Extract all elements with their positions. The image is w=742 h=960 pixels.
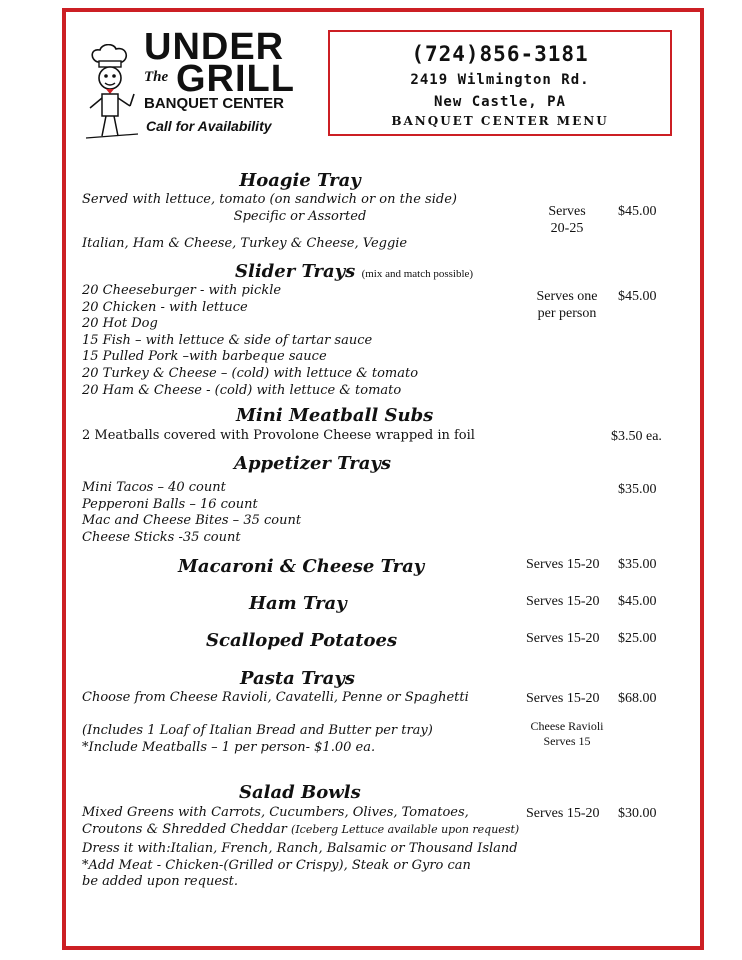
salad-title: Salad Bowls bbox=[239, 782, 361, 803]
pasta-title: Pasta Trays bbox=[240, 668, 355, 689]
pasta-line: *Include Meatballs – 1 per person- $1.00 ea. bbox=[82, 740, 376, 755]
logo-grill-text: GRILL bbox=[176, 58, 295, 100]
hoagie-title: Hoagie Tray bbox=[239, 170, 361, 191]
slider-line: 15 Pulled Pork –with barbeque sauce bbox=[82, 349, 327, 365]
meatball-price: $3.50 ea. bbox=[611, 429, 662, 444]
salad-line bbox=[82, 822, 519, 839]
appetizer-line: Mini Tacos – 40 count bbox=[82, 480, 226, 495]
pasta-price: $68.00 bbox=[618, 691, 657, 706]
pasta-ravioli-note bbox=[524, 719, 610, 748]
slider-line: 20 Cheeseburger - with pickle bbox=[82, 283, 282, 298]
chef-mascot-icon bbox=[84, 44, 140, 144]
logo bbox=[84, 26, 320, 140]
slider-serves-line: per person bbox=[537, 306, 597, 321]
hoagie-line: Italian, Ham & Cheese, Turkey & Cheese, Veggie bbox=[82, 236, 408, 251]
scalloped-serves: Serves 15-20 bbox=[526, 631, 600, 646]
appetizer-line: Pepperoni Balls – 16 count bbox=[82, 496, 258, 512]
appetizer-price: $35.00 bbox=[618, 482, 657, 497]
slider-note: (mix and match possible) bbox=[361, 268, 474, 280]
salad-price: $30.00 bbox=[618, 806, 657, 821]
appetizer-line: Mac and Cheese Bites – 35 count bbox=[82, 513, 302, 529]
hoagie-serves-line: Serves bbox=[548, 204, 586, 219]
slider-line: 15 Fish – with lettuce & side of tartar sauce bbox=[82, 332, 373, 348]
phone-number: (724)856-3181 bbox=[411, 42, 589, 66]
slider-serves-line: Serves one bbox=[536, 289, 598, 304]
pasta-serves: Serves 15-20 bbox=[526, 691, 600, 706]
salad-line: *Add Meat - Chicken-(Grilled or Crispy), Steak or Gyro can bbox=[82, 857, 471, 873]
salad-serves: Serves 15-20 bbox=[526, 806, 600, 821]
hoagie-line: Served with lettuce, tomato (on sandwich or on the side) bbox=[82, 192, 457, 207]
pasta-line: (Includes 1 Loaf of Italian Bread and Butter per tray) bbox=[82, 723, 433, 738]
salad-line: Dress it with:Italian, French, Ranch, Balsamic or Thousand Island bbox=[82, 841, 518, 856]
scalloped-price: $25.00 bbox=[618, 631, 657, 646]
hoagie-serves-line: 20-25 bbox=[550, 221, 584, 236]
city-state: New Castle, PA bbox=[433, 94, 566, 110]
slider-line: 20 Hot Dog bbox=[82, 316, 158, 332]
logo-call-text: Call for Availability bbox=[146, 118, 272, 134]
meatball-line: 2 Meatballs covered with Provolone Cheese wrapped in foil bbox=[82, 428, 475, 443]
menu-title: BANQUET CENTER MENU bbox=[391, 114, 609, 128]
slider-serves bbox=[527, 288, 607, 322]
meatball-title: Mini Meatball Subs bbox=[236, 405, 434, 426]
salad-line: Mixed Greens with Carrots, Cucumbers, Olives, Tomatoes, bbox=[82, 805, 469, 820]
slider-title-text: Slider Trays bbox=[235, 261, 356, 282]
ham-title: Ham Tray bbox=[249, 593, 347, 614]
slider-line: 20 Turkey & Cheese – (cold) with lettuce & tomato bbox=[82, 366, 419, 381]
appetizer-title: Appetizer Trays bbox=[234, 453, 391, 474]
pasta-ravioli-note-line: Cheese Ravioli bbox=[530, 719, 604, 733]
slider-line: 20 Ham & Cheese - (cold) with lettuce & tomato bbox=[82, 382, 402, 398]
ham-price: $45.00 bbox=[618, 594, 657, 609]
logo-banquet-text: BANQUET CENTER bbox=[144, 95, 285, 112]
slider-price: $45.00 bbox=[618, 289, 657, 304]
slider-title bbox=[235, 261, 473, 285]
logo-under-text: UNDER bbox=[144, 26, 285, 68]
street-address: 2419 Wilmington Rd. bbox=[410, 72, 590, 88]
macaroni-price: $35.00 bbox=[618, 557, 657, 572]
hoagie-line: Specific or Assorted bbox=[233, 209, 367, 224]
macaroni-serves: Serves 15-20 bbox=[526, 557, 600, 572]
pasta-line: Choose from Cheese Ravioli, Cavatelli, Penne or Spaghetti bbox=[82, 690, 469, 705]
pasta-ravioli-note-line: Serves 15 bbox=[543, 733, 591, 748]
salad-line-text: Croutons & Shredded Cheddar bbox=[82, 821, 287, 837]
hoagie-serves bbox=[527, 203, 607, 237]
scalloped-title: Scalloped Potatoes bbox=[206, 630, 398, 651]
contact-box bbox=[328, 30, 672, 136]
slider-line: 20 Chicken - with lettuce bbox=[82, 299, 248, 315]
macaroni-title: Macaroni & Cheese Tray bbox=[178, 556, 425, 577]
salad-line: be added upon request. bbox=[82, 874, 239, 890]
ham-serves: Serves 15-20 bbox=[526, 594, 600, 609]
hoagie-price: $45.00 bbox=[618, 204, 657, 219]
appetizer-line: Cheese Sticks -35 count bbox=[82, 529, 241, 545]
salad-iceberg-note: (Iceberg Lettuce available upon request) bbox=[291, 822, 520, 836]
logo-the-text: The bbox=[144, 69, 169, 85]
